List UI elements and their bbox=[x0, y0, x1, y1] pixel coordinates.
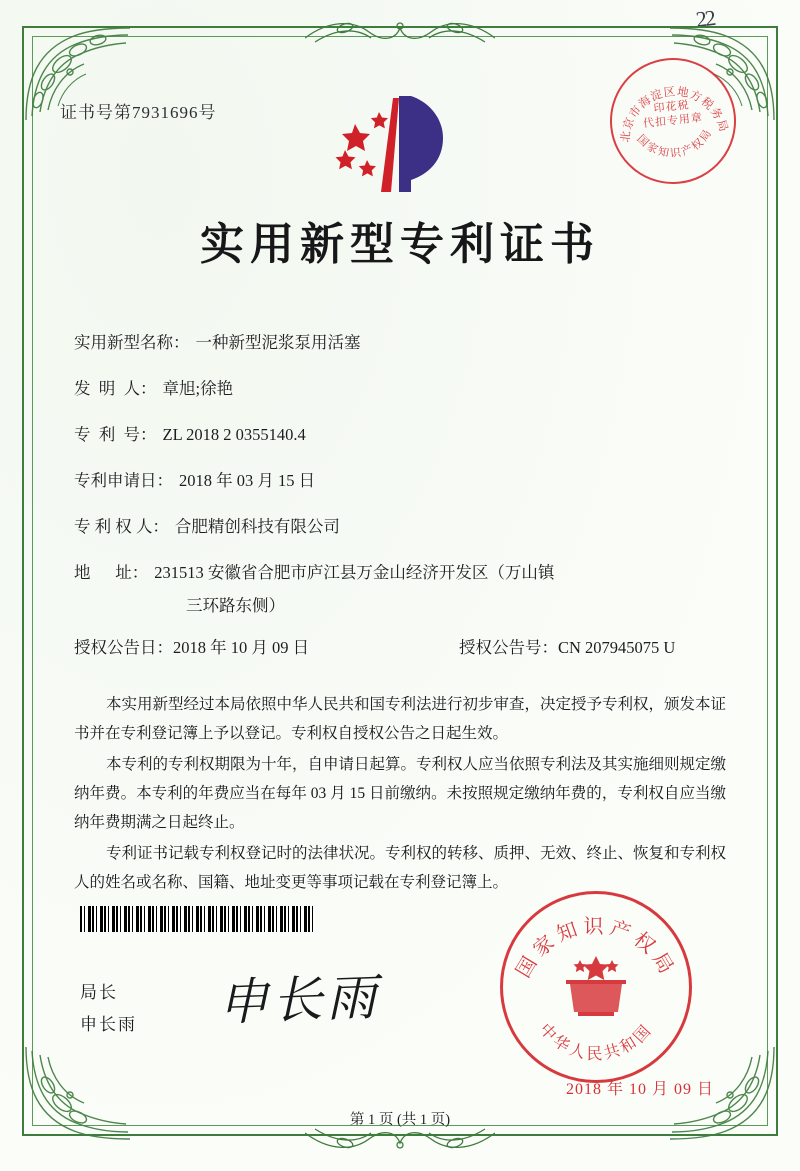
certificate-number: 证书号第7931696号 bbox=[60, 103, 217, 122]
field-label: 发 明 人： bbox=[74, 379, 157, 398]
page-footer: 第 1 页 (共 1 页) bbox=[349, 1112, 451, 1128]
field-row-application-date bbox=[74, 468, 734, 494]
tax-stamp-line1: 印花税 bbox=[653, 99, 691, 115]
barcode bbox=[80, 906, 315, 932]
top-ornament-icon bbox=[305, 14, 495, 50]
grant-announcement-number bbox=[459, 634, 734, 658]
field-label: 专 利 号： bbox=[74, 425, 157, 444]
grant-number-label: 授权公告号： bbox=[459, 638, 558, 657]
field-row-address bbox=[74, 560, 734, 586]
field-value: 合肥精创科技有限公司 bbox=[174, 517, 340, 536]
field-list bbox=[74, 330, 734, 658]
field-value: ZL 2018 2 0355140.4 bbox=[162, 425, 306, 444]
seal-date: 2018 年 10 月 09 日 bbox=[565, 1081, 714, 1098]
field-value: 2018 年 03 月 15 日 bbox=[179, 471, 316, 490]
field-row-utility-model-name bbox=[74, 330, 734, 356]
signature-title: 局长 bbox=[80, 983, 118, 1002]
corner-ornament-icon bbox=[18, 1037, 138, 1147]
body-text bbox=[74, 690, 726, 899]
grant-announcement-date bbox=[74, 634, 459, 658]
field-row-inventor bbox=[74, 376, 734, 402]
field-value: 一种新型泥浆泵用活塞 bbox=[195, 333, 361, 352]
svg-text:国家知识产权局: 国家知识产权局 bbox=[512, 916, 680, 982]
field-row-patentee bbox=[74, 514, 734, 540]
handwritten-signature: 申长雨 bbox=[217, 969, 382, 1031]
field-value: 章旭;徐艳 bbox=[162, 379, 234, 398]
signature-name: 申长雨 bbox=[80, 1015, 137, 1034]
announcement-row bbox=[74, 634, 734, 658]
grant-number-value: CN 207945075 U bbox=[558, 638, 676, 657]
tax-stamp-line2: 代扣专用章 bbox=[642, 111, 704, 131]
paragraph-3: 专利证书记载专利权登记时的法律状况。专利权的转移、质押、无效、终止、恢复和专利权人的姓名或名称、国籍、地址变更等事项记载在专利登记簿上。 bbox=[74, 845, 727, 891]
grant-date-value: 2018 年 10 月 09 日 bbox=[173, 638, 310, 657]
page-mark: 22 bbox=[694, 5, 716, 33]
field-label: 专 利 权 人： bbox=[74, 517, 169, 536]
sipo-logo-icon bbox=[325, 88, 475, 198]
field-row-patent-number bbox=[74, 422, 734, 448]
tax-stamp-seal bbox=[604, 52, 742, 190]
address-line-2: 三环路东侧） bbox=[186, 596, 285, 615]
svg-text:中华人民共和国: 中华人民共和国 bbox=[535, 1020, 657, 1063]
svg-text:国家知识产权局: 国家知识产权局 bbox=[634, 126, 716, 161]
field-value: 231513 安徽省合肥市庐江县万金山经济开发区（万山镇 bbox=[154, 563, 555, 582]
field-label: 实用新型名称： bbox=[74, 333, 190, 352]
paragraph-2: 本专利的专利权期限为十年，自申请日起算。专利权人应当依照专利法及其实施细则规定缴纳年费。本专利的年费应当在每年 03 月 15 日前缴纳。未按照规定缴纳年费的，专利权自应当缴纳年费期满之日起终止。 bbox=[74, 756, 727, 831]
official-seal bbox=[500, 891, 692, 1083]
svg-text:北京市海淀区地方税务局: 北京市海淀区地方税务局 bbox=[619, 86, 730, 144]
field-label: 专利申请日： bbox=[74, 471, 173, 490]
paragraph-1: 本实用新型经过本局依照中华人民共和国专利法进行初步审查，决定授予专利权，颁发本证书并在专利登记簿上予以登记。专利权自授权公告之日起生效。 bbox=[74, 696, 727, 742]
field-label: 地 址： bbox=[74, 563, 149, 582]
page-title: 实用新型专利证书 bbox=[200, 220, 600, 269]
grant-date-label: 授权公告日： bbox=[74, 638, 173, 657]
